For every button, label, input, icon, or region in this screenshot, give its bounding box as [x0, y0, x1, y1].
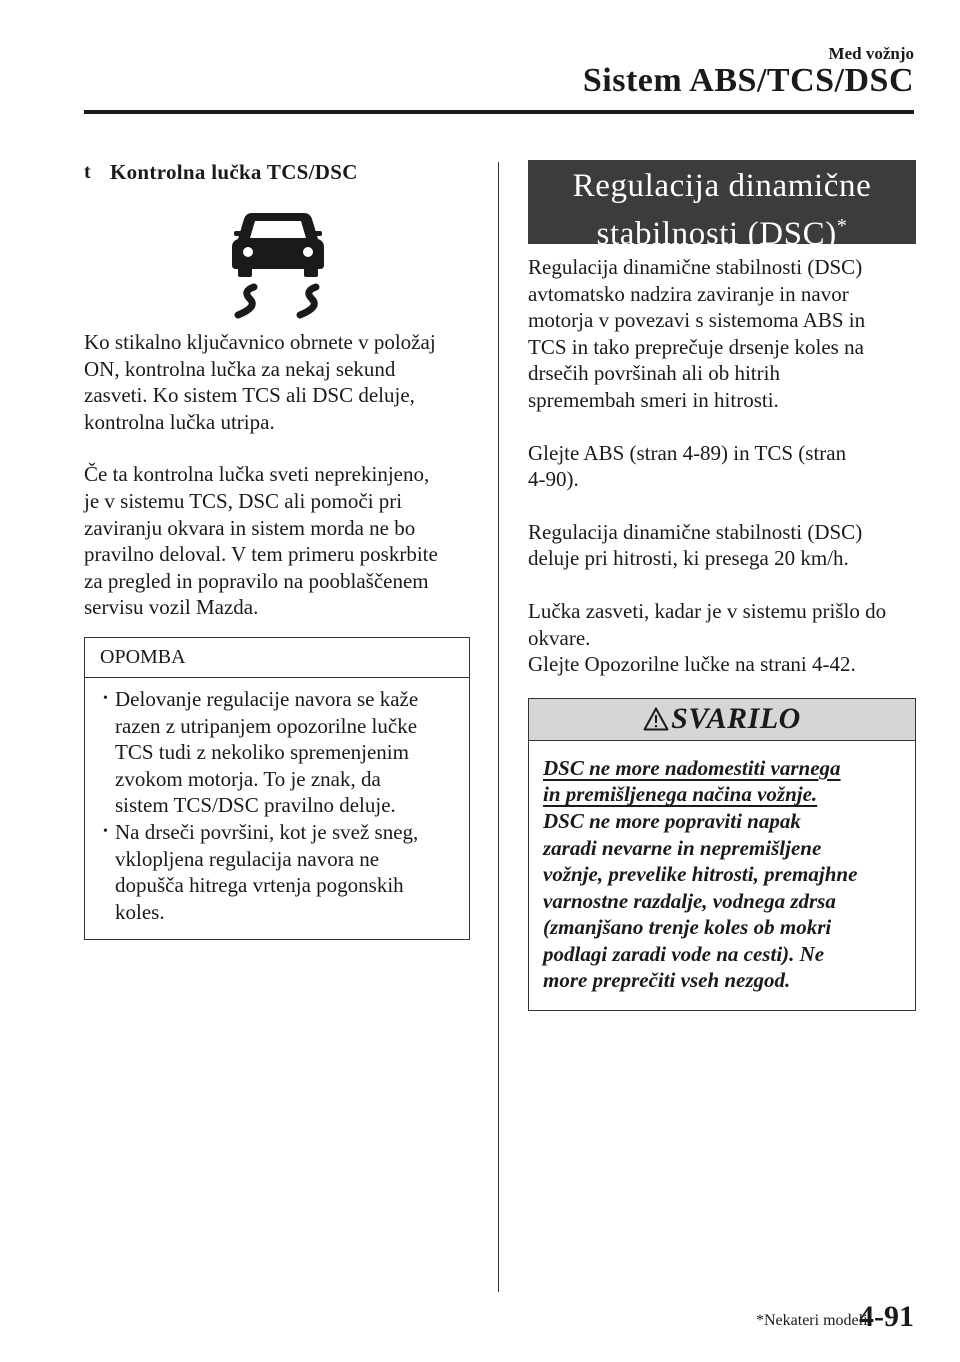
- speed-paragraph: [528, 519, 916, 572]
- text-line: ON, kontrolna lučka za nekaj sekund: [84, 356, 396, 381]
- text-line: Delovanje regulacije navora se kaže: [115, 686, 419, 711]
- text-line: za pregled in popravilo na pooblaščenem: [84, 568, 429, 593]
- footnote-marker: *: [836, 215, 848, 237]
- text-line: deluje pri hitrosti, ki presega 20 km/h.: [528, 546, 849, 571]
- text-line: vklopljena regulacija navora ne: [115, 846, 380, 871]
- tcs-dsc-indicator-icon: [228, 205, 328, 323]
- banner-line: [534, 206, 910, 254]
- text-line: spremembah smeri in hitrosti.: [528, 387, 779, 412]
- warning-line: vožnje, prevelike hitrosti, premajhne: [543, 862, 858, 887]
- column-divider: [498, 162, 499, 1292]
- note-box: [84, 637, 470, 940]
- warning-line: zaradi nevarne in nepremišljene: [543, 835, 822, 860]
- text-line: Ko stikalno ključavnico obrnete v položaj: [84, 330, 436, 354]
- warning-line: DSC ne more popraviti napak: [543, 808, 801, 833]
- text-line: kontrolna lučka utripa.: [84, 409, 275, 434]
- warning-line: DSC ne more nadomestiti varnega: [543, 755, 841, 780]
- right-column: [528, 160, 916, 1011]
- bullet-dot: •: [103, 823, 108, 839]
- note-item: [99, 819, 459, 925]
- section-title: Sistem ABS/TCS/DSC: [582, 62, 914, 99]
- text-line: koles.: [115, 899, 165, 924]
- bullet-dot: •: [103, 690, 108, 706]
- footnote: *Nekateri modeli.: [756, 1312, 872, 1329]
- text-line: motorja v povezavi s sistemoma ABS in: [528, 308, 866, 333]
- text-line: Regulacija dinamične stabilnosti (DSC): [528, 255, 863, 279]
- text-line: TCS in tako preprečuje drsenje koles na: [528, 334, 864, 359]
- warning-line: podlagi zaradi vode na cesti). Ne: [543, 941, 825, 966]
- text-line: Glejte Opozorilne lučke na strani 4-42.: [528, 652, 856, 677]
- text-line: zvokom motorja. To je znak, da: [115, 766, 381, 791]
- text-line: razen z utripanjem opozorilne lučke: [115, 713, 418, 738]
- text-line: Lučka zasveti, kadar je v sistemu prišlo do: [528, 598, 887, 623]
- warning-title: SVARILO: [671, 702, 801, 736]
- text-line: je v sistemu TCS, DSC ali pomoči pri: [84, 488, 403, 513]
- indicator-description: [84, 329, 470, 435]
- left-column: [84, 160, 470, 940]
- text-line: 4-90).: [528, 467, 579, 492]
- chapter-title: Med vožnjo: [828, 44, 914, 63]
- text-line: pravilno deloval. V tem primeru poskrbite: [84, 542, 438, 567]
- subheading: [84, 160, 470, 185]
- banner-line: Regulacija dinamične: [572, 168, 872, 204]
- warning-line: in premišljenega načina vožnje.: [543, 782, 818, 807]
- text-line: dopušča hitrega vrtenja pogonskih: [115, 873, 404, 898]
- dsc-description: [528, 254, 916, 414]
- warning-body: [529, 741, 915, 1010]
- note-title: OPOMBA: [85, 638, 469, 678]
- lamp-paragraph: [528, 598, 916, 678]
- text-line: sistem TCS/DSC pravilno deluje.: [115, 793, 396, 818]
- text-line: drsečih površinah ali ob hitrih: [528, 361, 780, 386]
- warning-line: (zmanjšano trenje koles ob mokri: [543, 915, 832, 940]
- note-item: [99, 686, 459, 819]
- text-line: avtomatsko nadzira zaviranje in navor: [528, 281, 849, 306]
- malfunction-description: [84, 461, 470, 621]
- reference-paragraph: [528, 440, 916, 493]
- page-number: 4-91: [859, 1300, 914, 1333]
- warning-header: [529, 699, 915, 741]
- text-line: Če ta kontrolna lučka sveti neprekinjeno,: [84, 462, 430, 487]
- text-line: TCS tudi z nekoliko spremenjenim: [115, 740, 409, 765]
- dsc-section-banner: [528, 160, 916, 252]
- subheading-text: Kontrolna lučka TCS/DSC: [110, 160, 358, 184]
- text-line: okvare.: [528, 625, 591, 650]
- text-line: Regulacija dinamične stabilnosti (DSC): [528, 519, 863, 544]
- note-body: [85, 678, 469, 939]
- warning-line: more preprečiti vseh nezgod.: [543, 968, 791, 993]
- warning-triangle-icon: [643, 707, 669, 731]
- text-line: zasveti. Ko sistem TCS ali DSC deluje,: [84, 383, 415, 408]
- warning-box: [528, 698, 916, 1011]
- text-line: Glejte ABS (stran 4-89) in TCS (stran: [528, 440, 847, 465]
- header-rule: [84, 110, 914, 114]
- text-line: Na drseči površini, kot je svež sneg,: [115, 819, 419, 844]
- banner-text: stabilnosti (DSC): [596, 216, 837, 252]
- text-line: zaviranju okvara in sistem morda ne bo: [84, 515, 416, 540]
- section-bullet: t: [84, 161, 91, 183]
- text-line: servisu vozil Mazda.: [84, 595, 259, 620]
- warning-line: varnostne razdalje, vodnega zdrsa: [543, 888, 836, 913]
